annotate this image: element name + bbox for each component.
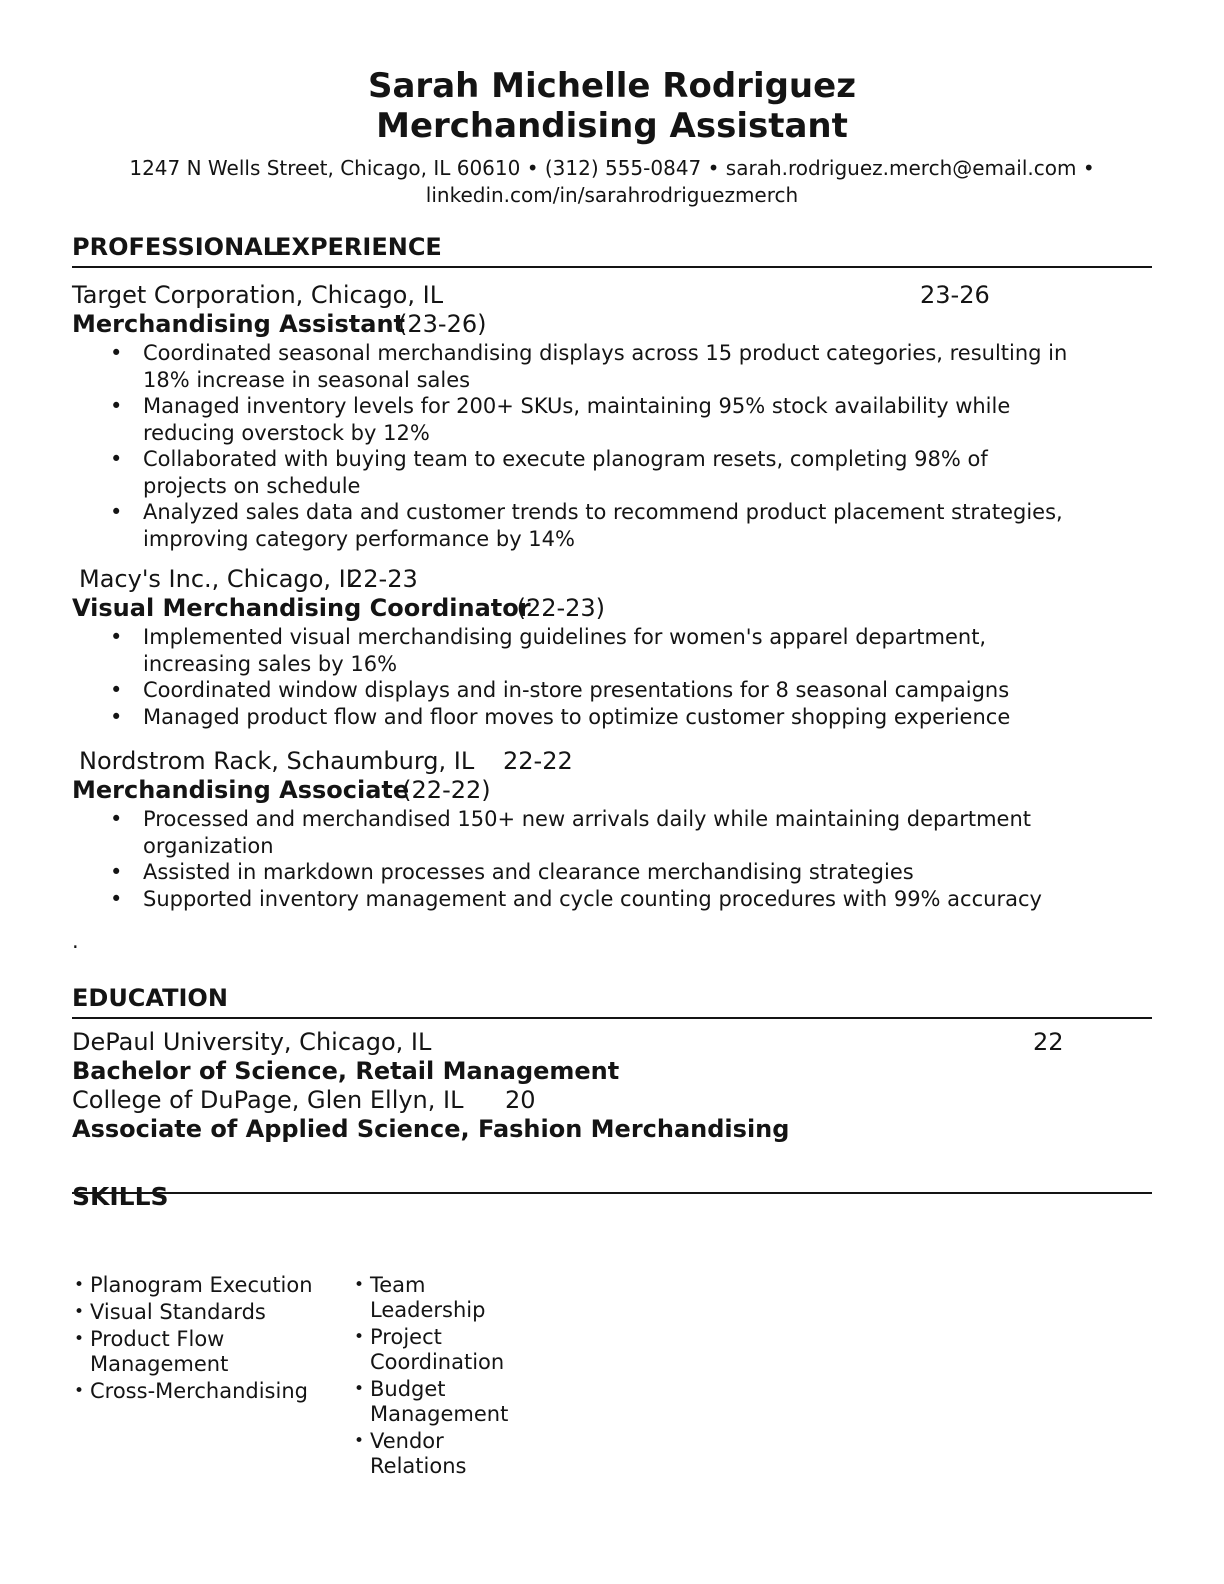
experience-heading bbox=[72, 233, 1152, 268]
education-dates: 22 bbox=[1033, 1028, 1064, 1056]
skill-item: • Cross-Merchandising bbox=[72, 1379, 330, 1404]
job-entry-nordstrom bbox=[72, 747, 1152, 912]
skill-item: • Visual Standards bbox=[72, 1300, 330, 1325]
company-name: Nordstrom Rack, Schaumburg, IL bbox=[79, 747, 475, 775]
experience-heading-word-1: PROFESSIONAL bbox=[72, 233, 279, 261]
skills-section bbox=[72, 1183, 1152, 1479]
job-title-dates: (22-23) bbox=[516, 594, 606, 622]
candidate-name: Sarah Michelle Rodriguez bbox=[368, 66, 856, 106]
school-name: College of DuPage, Glen Ellyn, IL bbox=[72, 1086, 464, 1114]
contact-line-1: 1247 N Wells Street, Chicago, IL 60610 • (312) 555-0847 • sarah.rodriguez.merch@email.com • bbox=[129, 156, 1095, 180]
job-title: Merchandising Associate bbox=[72, 776, 410, 804]
skill-item: • Project Coordination bbox=[352, 1325, 512, 1375]
job-title-line bbox=[72, 776, 1152, 804]
job-bullet: • Analyzed sales data and customer trends to recommend product placement strategies, improving category performance by 14% bbox=[110, 499, 1075, 552]
skills-column-left bbox=[72, 1273, 352, 1479]
job-bullet: • Assisted in markdown processes and clearance merchandising strategies bbox=[110, 859, 1075, 886]
job-title-line bbox=[72, 594, 1152, 622]
company-line bbox=[72, 565, 1152, 593]
contact-line-2: linkedin.com/in/sarahrodriguezmerch bbox=[425, 183, 799, 207]
job-title-dates: (22-22) bbox=[402, 776, 491, 804]
skill-item: • Vendor Relations bbox=[352, 1429, 512, 1479]
job-bullet: • Supported inventory management and cycle counting procedures with 99% accuracy bbox=[110, 886, 1075, 913]
degree: Associate of Applied Science, Fashion Merchandising bbox=[72, 1115, 790, 1143]
job-dates: 23-26 bbox=[920, 281, 990, 309]
skill-item: • Product Flow Management bbox=[72, 1327, 330, 1377]
education-dates: 20 bbox=[505, 1086, 536, 1114]
company-name: Macy's Inc., Chicago, IL bbox=[79, 565, 360, 593]
school-line bbox=[72, 1086, 1152, 1115]
job-dates: 22-22 bbox=[503, 747, 573, 775]
school-line bbox=[72, 1028, 1152, 1057]
experience-heading-word-2: EXPERIENCE bbox=[275, 233, 442, 261]
job-entry-macys bbox=[72, 565, 1152, 730]
skills-heading-rule bbox=[72, 1192, 1152, 1194]
skills-heading: SKILLS bbox=[72, 1183, 1152, 1211]
job-bullet: • Implemented visual merchandising guidelines for women's apparel department, increasing sales by 16% bbox=[110, 624, 1075, 677]
experience-section bbox=[72, 233, 1152, 954]
job-bullet-list bbox=[110, 624, 1075, 730]
skills-columns bbox=[72, 1273, 1152, 1479]
skill-item: • Budget Management bbox=[352, 1377, 512, 1427]
job-dates: 22-23 bbox=[348, 565, 418, 593]
skill-item: • Planogram Execution bbox=[72, 1273, 330, 1298]
education-entry-dupage bbox=[72, 1086, 1152, 1144]
job-bullet: • Coordinated window displays and in-store presentations for 8 seasonal campaigns bbox=[110, 677, 1075, 704]
education-section bbox=[72, 984, 1152, 1144]
job-entry-target bbox=[72, 281, 1152, 552]
company-name: Target Corporation, Chicago, IL bbox=[72, 281, 444, 309]
resume-header bbox=[72, 66, 1152, 209]
job-title: Visual Merchandising Coordinator bbox=[72, 594, 531, 622]
job-bullet: • Processed and merchandised 150+ new arrivals daily while maintaining department organization bbox=[110, 806, 1075, 859]
job-bullet-list bbox=[110, 340, 1075, 552]
school-name: DePaul University, Chicago, IL bbox=[72, 1028, 432, 1056]
skill-item: • Team Leadership bbox=[352, 1273, 512, 1323]
job-bullet: • Collaborated with buying team to execute planogram resets, completing 98% of projects on schedule bbox=[110, 446, 1075, 499]
stray-period: . bbox=[72, 929, 79, 953]
education-heading: EDUCATION bbox=[72, 984, 1152, 1019]
job-bullet: • Managed product flow and floor moves to optimize customer shopping experience bbox=[110, 704, 1075, 731]
job-bullet: • Coordinated seasonal merchandising displays across 15 product categories, resulting in 18% increase in seasonal sales bbox=[110, 340, 1075, 393]
degree: Bachelor of Science, Retail Management bbox=[72, 1057, 620, 1085]
skills-column-right bbox=[352, 1273, 512, 1479]
job-title: Merchandising Assistant bbox=[72, 310, 406, 338]
job-title-line bbox=[72, 310, 1152, 338]
company-line bbox=[72, 281, 1152, 309]
job-bullet-list bbox=[110, 806, 1075, 912]
candidate-title: Merchandising Assistant bbox=[376, 106, 848, 146]
job-bullet: • Managed inventory levels for 200+ SKUs, maintaining 95% stock availability while reducing overstock by 12% bbox=[110, 393, 1075, 446]
company-line bbox=[72, 747, 1152, 775]
job-title-dates: (23-26) bbox=[398, 310, 487, 338]
education-entry-depaul bbox=[72, 1028, 1152, 1086]
